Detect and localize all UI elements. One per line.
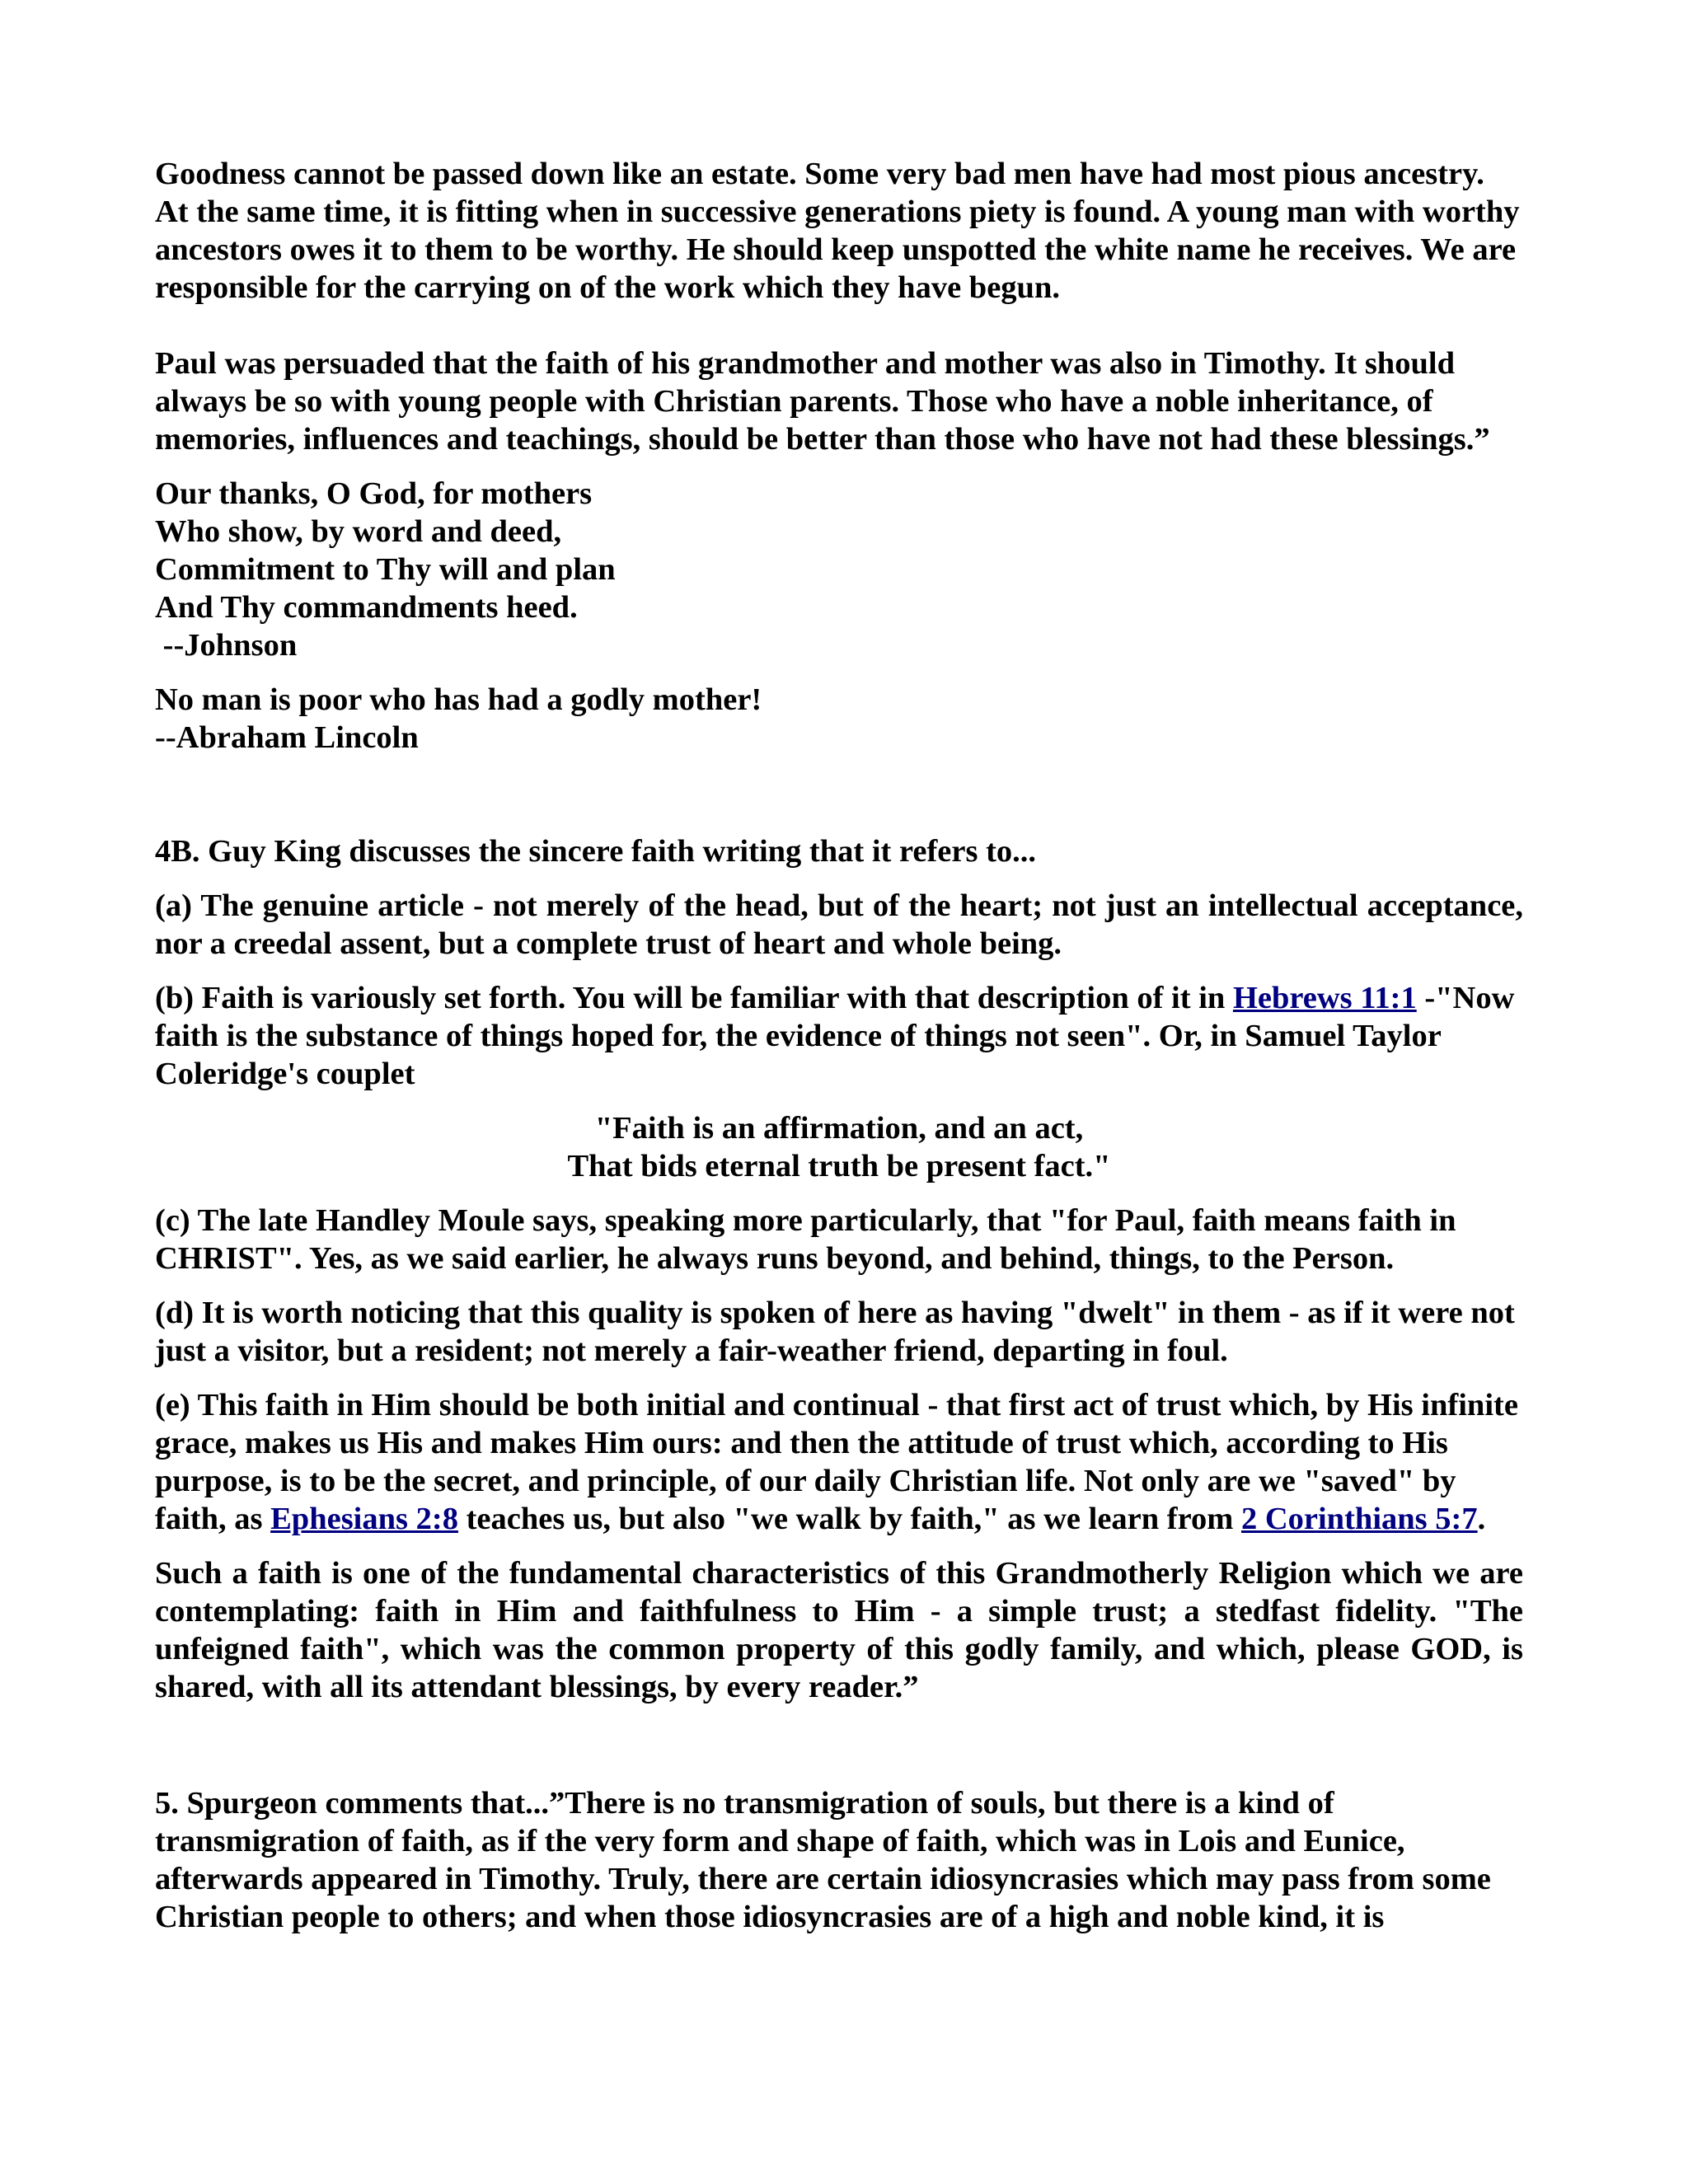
lincoln-quote-block [155, 681, 1523, 757]
couplet-line: "Faith is an affirmation, and an act, [594, 1111, 1084, 1146]
link-2-corinthians-5-7[interactable]: 2 Corinthians 5:7 [1240, 1502, 1478, 1536]
point-e-text-end: . [1477, 1502, 1486, 1536]
poem-line: And Thy commandments heed. [155, 590, 578, 625]
point-b-text: (b) Faith is variously set forth. You will be familiar with that description of it in [155, 981, 1233, 1015]
point-d: (d) It is worth noticing that this quality is spoken of here as having "dwelt" in them - as if it were not just a visitor, but a resident; not merely a fair-weather friend, departing in foul. [155, 1296, 1515, 1368]
poem-line: Commitment to Thy will and plan [155, 552, 616, 587]
point-b [155, 979, 1523, 1093]
link-ephesians-2-8[interactable]: Ephesians 2:8 [270, 1502, 458, 1536]
poem-attribution: --Johnson [155, 628, 298, 663]
point-e [155, 1386, 1523, 1538]
document-page [155, 155, 1523, 1936]
couplet-line: That bids eternal truth be present fact." [567, 1149, 1111, 1183]
point-c: (c) The late Handley Moule says, speaking more particularly, that "for Paul, faith means faith in CHRIST". Yes, as we said earlier, he always runs beyond, and behind, things, to the Person. [155, 1203, 1456, 1276]
point-e-text: (e) This faith in Him should be both initial and continual - that first act of trust which, by His infinite grace, makes us His and makes Him ours: and then the attitude of trust which, according to His purpose, is to be the secret, and principle, of our daily Christian life. Not only are we "saved" by faith, as [155, 1388, 1518, 1536]
point-a: (a) The genuine article - not merely of the head, but of the heart; not just an intellectual acceptance, nor a creedal assent, but a complete trust of heart and whole being. [155, 888, 1523, 961]
section-5-spurgeon: 5. Spurgeon comments that...”There is no transmigration of souls, but there is a kind of transmigration of faith, as if the very form and shape of faith, which was in Lois and Eunice, afterwards appeared in Timothy. Truly, there are certain idiosyncrasies which may pass from some Christian people to others; and when those idiosyncrasies are of a high and noble kind, it is [155, 1786, 1491, 1934]
lincoln-attribution: --Abraham Lincoln [155, 720, 419, 755]
coleridge-couplet [155, 1109, 1523, 1185]
poem-line: Our thanks, O God, for mothers [155, 476, 593, 511]
paragraph-paul-persuaded: Paul was persuaded that the faith of his grandmother and mother was also in Timothy. It should always be so with young people with Christian parents. Those who have a noble inheritance, of memories, influences and teachings, should be better than those who have not had these blessings.” [155, 346, 1490, 457]
point-e-text-continued: teaches us, but also "we walk by faith," as we learn from [457, 1502, 1241, 1536]
paragraph-goodness: Goodness cannot be passed down like an estate. Some very bad men have had most pious ancestry. At the same time, it is fitting when in successive generations piety is found. A young man with worthy ancestors owes it to them to be worthy. He should keep unspotted the white name he receives. We are responsible for the carrying on of the work which they have begun. [155, 157, 1520, 305]
poem-johnson [155, 475, 1523, 664]
link-hebrews-11-1[interactable]: Hebrews 11:1 [1232, 981, 1417, 1015]
poem-line: Who show, by word and deed, [155, 514, 562, 549]
section-4b-heading: 4B. Guy King discusses the sincere faith writing that it refers to... [155, 834, 1037, 869]
paragraph-summary: Such a faith is one of the fundamental characteristics of this Grandmotherly Religion which we are contemplating: faith in Him and faithfulness to Him - a simple trust; a stedfast fidelity. "The unfeigned faith", which was the common property of this godly family, and which, please GOD, is shared, with all its attendant blessings, by every reader.” [155, 1556, 1523, 1704]
lincoln-quote: No man is poor who has had a godly mother! [155, 682, 762, 717]
point-b-text-continued: -"Now faith is the substance of things hoped for, the evidence of things not seen". Or, in Samuel Taylor Coleridge's couplet [155, 981, 1515, 1091]
